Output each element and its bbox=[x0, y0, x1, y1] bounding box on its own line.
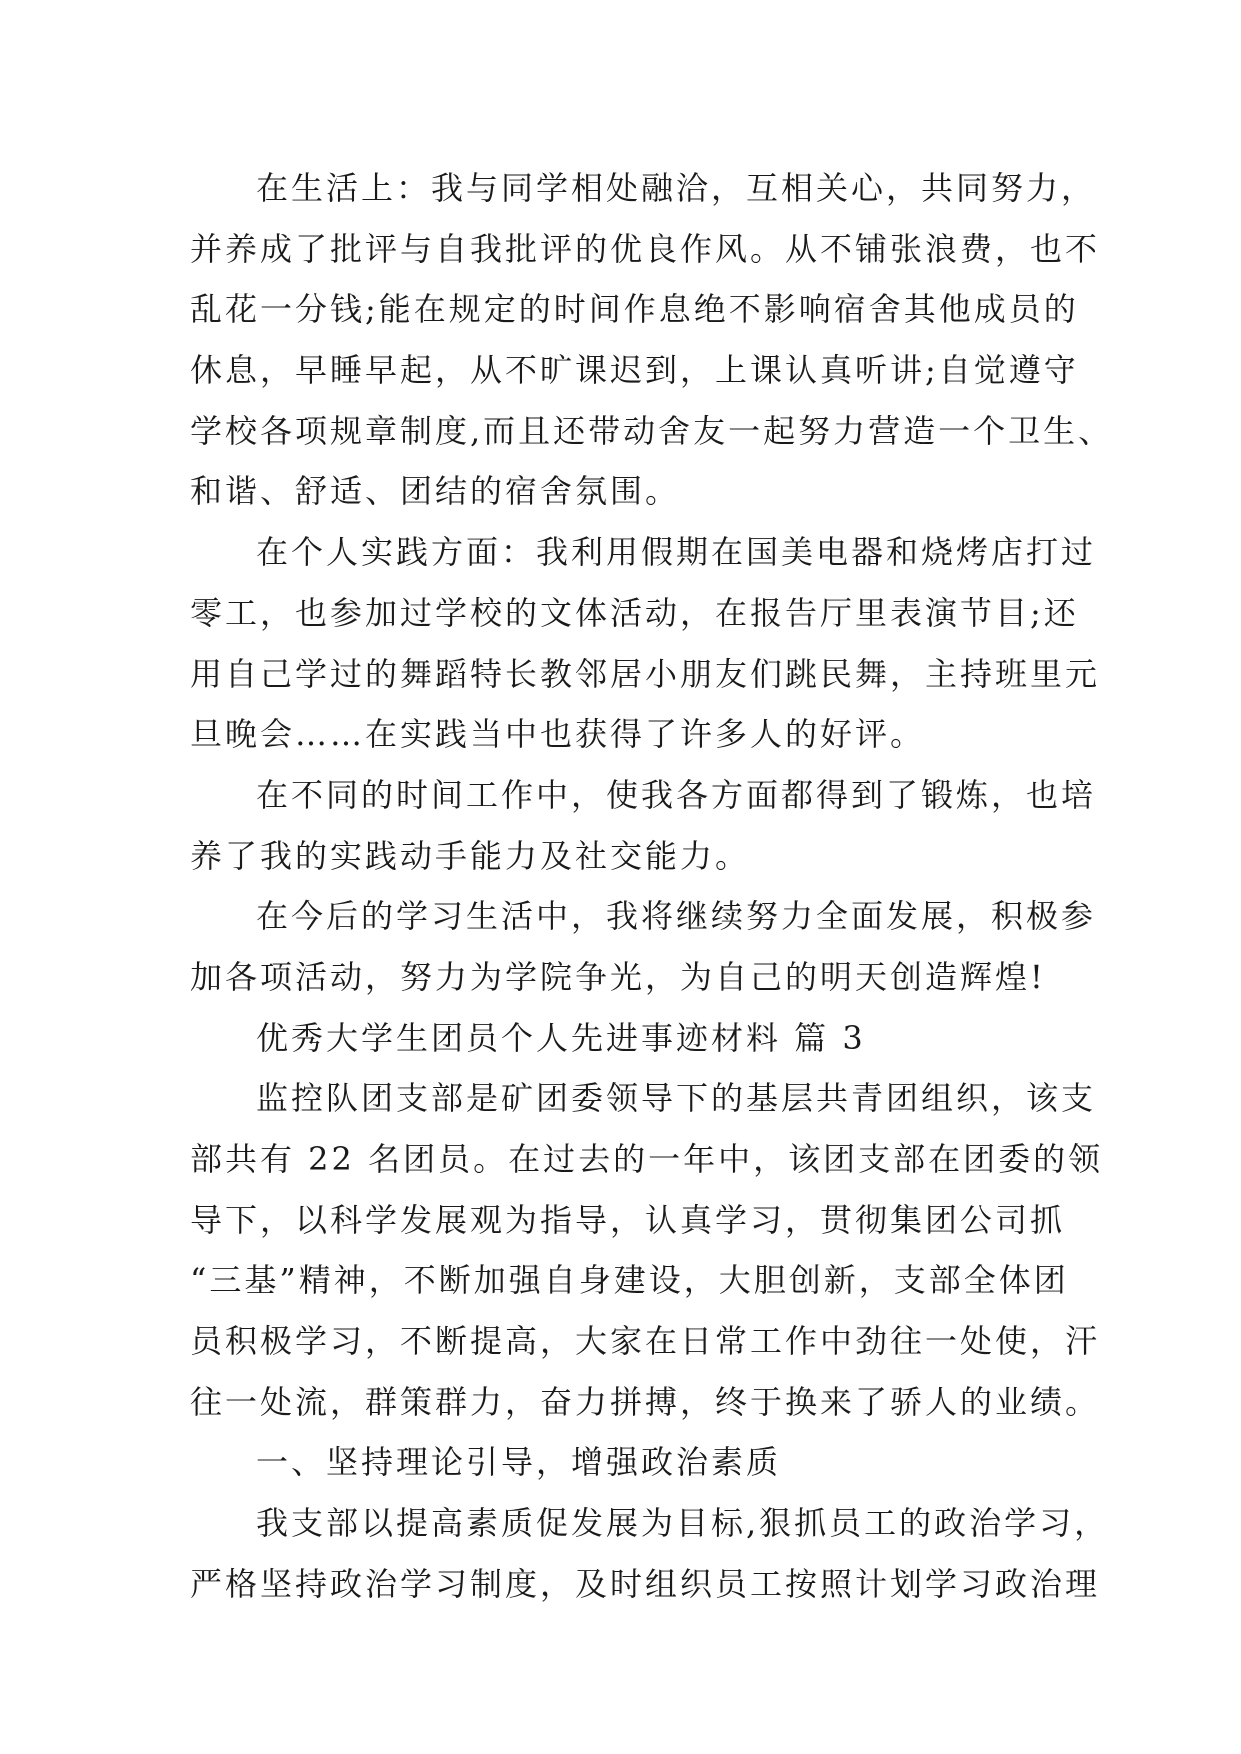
text-line: 并养成了批评与自我批评的优良作风。从不铺张浪费，也不 bbox=[190, 229, 1101, 268]
text-line: 在不同的时间工作中，使我各方面都得到了锻炼，也培 bbox=[256, 775, 1097, 814]
text-line: 休息，早睡早起，从不旷课迟到，上课认真听讲;自觉遵守 bbox=[190, 351, 1079, 390]
text-line: 加各项活动，努力为学院争光，为自己的明天创造辉煌! bbox=[190, 957, 1046, 996]
text-line: “三基”精神，不断加强自身建设，大胆创新，支部全体团 bbox=[190, 1261, 1069, 1300]
text-line: 养了我的实践动手能力及社交能力。 bbox=[190, 836, 751, 875]
document-body bbox=[190, 158, 1114, 1615]
text-line: 旦晚会……在实践当中也获得了许多人的好评。 bbox=[190, 715, 926, 754]
text-line: 导下，以科学发展观为指导，认真学习，贯彻集团公司抓 bbox=[190, 1200, 1066, 1239]
text-line: 部共有 22 名团员。在过去的一年中，该团支部在团委的领 bbox=[190, 1140, 1104, 1178]
text-line: 在生活上：我与同学相处融洽，互相关心，共同努力， bbox=[256, 169, 1097, 207]
text-line: 学校各项规章制度,而且还带动舍友一起努力营造一个卫生、 bbox=[190, 411, 1114, 450]
text-line: 往一处流，群策群力，奋力拼搏，终于换来了骄人的业绩。 bbox=[190, 1382, 1101, 1421]
text-line: 在今后的学习生活中，我将继续努力全面发展，积极参 bbox=[256, 897, 1097, 936]
text-line: 用自己学过的舞蹈特长教邻居小朋友们跳民舞，主持班里元 bbox=[190, 654, 1101, 693]
text-line: 员积极学习，不断提高，大家在日常工作中劲往一处使，汗 bbox=[190, 1322, 1101, 1361]
text-line: 我支部以提高素质促发展为目标,狠抓员工的政治学习， bbox=[256, 1504, 1110, 1543]
text-line: 监控队团支部是矿团委领导下的基层共青团组织，该支 bbox=[256, 1079, 1097, 1118]
text-line: 严格坚持政治学习制度，及时组织员工按照计划学习政治理 bbox=[190, 1564, 1101, 1603]
text-line: 在个人实践方面：我利用假期在国美电器和烧烤店打过 bbox=[256, 533, 1097, 572]
subsection-heading: 一、坚持理论引导，增强政治素质 bbox=[256, 1443, 782, 1482]
text-line: 零工，也参加过学校的文体活动，在报告厅里表演节目;还 bbox=[190, 593, 1079, 632]
text-line: 乱花一分钱;能在规定的时间作息绝不影响宿舍其他成员的 bbox=[190, 290, 1079, 329]
section-heading: 优秀大学生团员个人先进事迹材料 篇 3 bbox=[256, 1018, 866, 1057]
text-line: 和谐、舒适、团结的宿舍氛围。 bbox=[190, 472, 681, 511]
